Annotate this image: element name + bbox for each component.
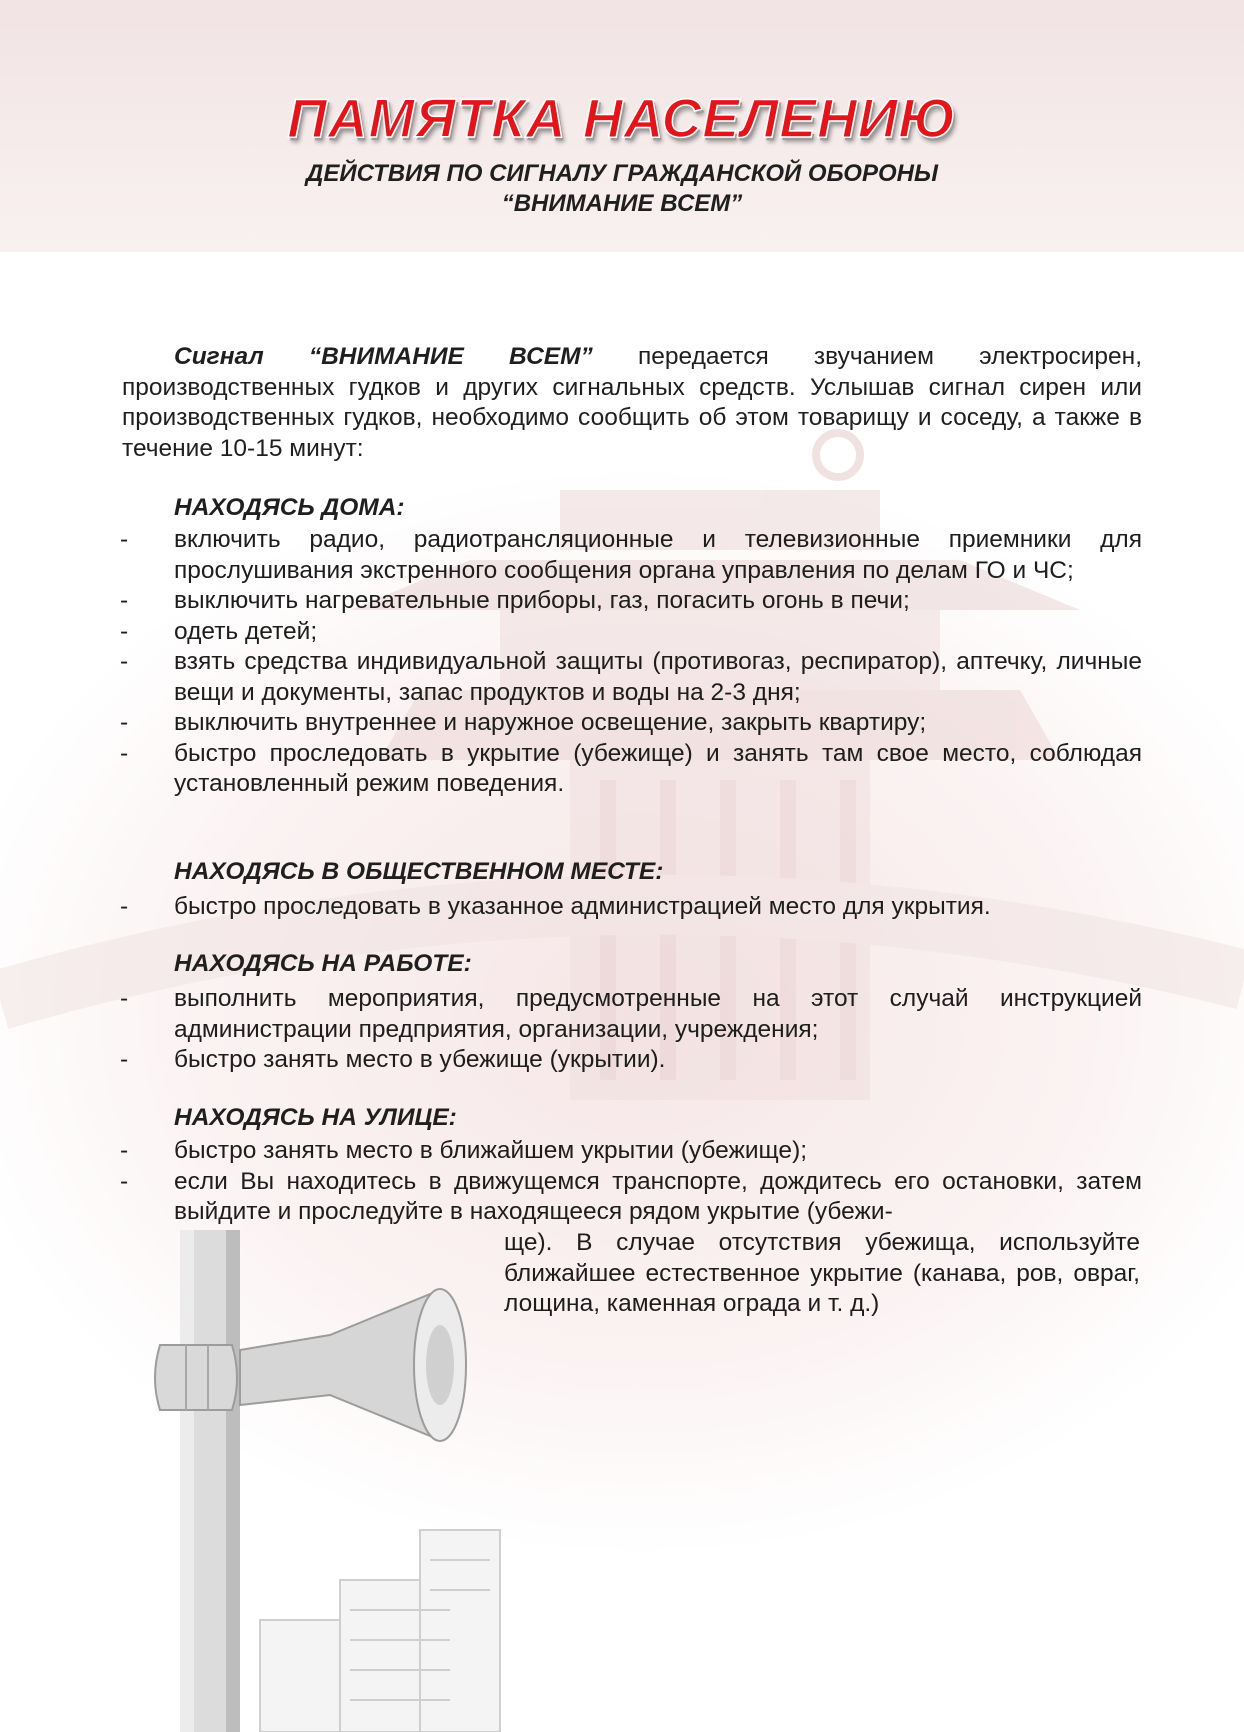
- list-work: [120, 984, 1142, 1076]
- signal-name: “ВНИМАНИЕ ВСЕМ”: [501, 190, 743, 217]
- list-item: - если Вы находитесь в движущемся транспорте, дождитесь его остановки, затем выйдите и проследуйте в находящееся рядом укрытие (убежи-: [120, 1167, 1142, 1225]
- list-street: [120, 1136, 1142, 1228]
- intro-paragraph: [122, 342, 1142, 464]
- page-title: ПАМЯТКА НАСЕЛЕНИЮ: [287, 87, 957, 149]
- list-item: - быстро занять место в убежище (укрытии).: [120, 1046, 666, 1073]
- list-item: - быстро проследовать в укрытие (убежище) и занять там свое место, соблюдая установленный режим поведения.: [120, 739, 1142, 797]
- page-subtitle: ДЕЙСТВИЯ ПО СИГНАЛУ ГРАЖДАНСКОЙ ОБОРОНЫ: [306, 160, 938, 187]
- list-item: - взять средства индивидуальной защиты (противогаз, респиратор), аптечку, личные вещи и документы, запас продуктов и воды на 2-3 дня;: [120, 648, 1142, 706]
- list-item: - одеть детей;: [120, 617, 318, 645]
- list-item: - быстро занять место в ближайшем укрытии (убежище);: [120, 1137, 808, 1164]
- list-item: - быстро проследовать в указанное администрацией место для укрытия.: [120, 893, 991, 920]
- section-title-work: НАХОДЯСЬ НА РАБОТЕ:: [174, 950, 472, 977]
- list-item: - выключить нагревательные приборы, газ, погасить огонь в печи;: [120, 587, 910, 614]
- section-title-street: НАХОДЯСЬ НА УЛИЦЕ:: [174, 1104, 457, 1131]
- list-public-place: [120, 892, 1142, 923]
- section-title-home: НАХОДЯСЬ ДОМА:: [174, 494, 405, 521]
- street-item-continuation: ще). В случае отсутствия убежища, используйте ближайшее естественное укрытие (канава, ров, овраг, лощина, каменная ограда и т. д.): [504, 1229, 1140, 1317]
- buildings-sketch-icon: [260, 1530, 500, 1732]
- intro-text: передается звучанием электросирен, производственных гудков и других сигнальных средств. Услышав сигнал сирен или производственных гудков, необходимо сообщить об этом товарищу и соседу, а также в течение 10-15 минут:: [122, 343, 1142, 462]
- list-item: - включить радио, радиотрансляционные и телевизионные приемники для прослушивания экстренного сообщения органа управления по делам ГО и ЧС;: [120, 526, 1142, 584]
- list-item: - выполнить мероприятия, предусмотренные на этот случай инструкцией администрации предприятия, организации, учреждения;: [120, 985, 1142, 1043]
- list-home: [120, 525, 1142, 800]
- intro-lead: Сигнал “ВНИМАНИЕ ВСЕМ”: [174, 343, 593, 370]
- section-title-public-place: НАХОДЯСЬ В ОБЩЕСТВЕННОМ МЕСТЕ:: [174, 858, 664, 885]
- list-item: - выключить внутреннее и наружное освещение, закрыть квартиру;: [120, 709, 927, 736]
